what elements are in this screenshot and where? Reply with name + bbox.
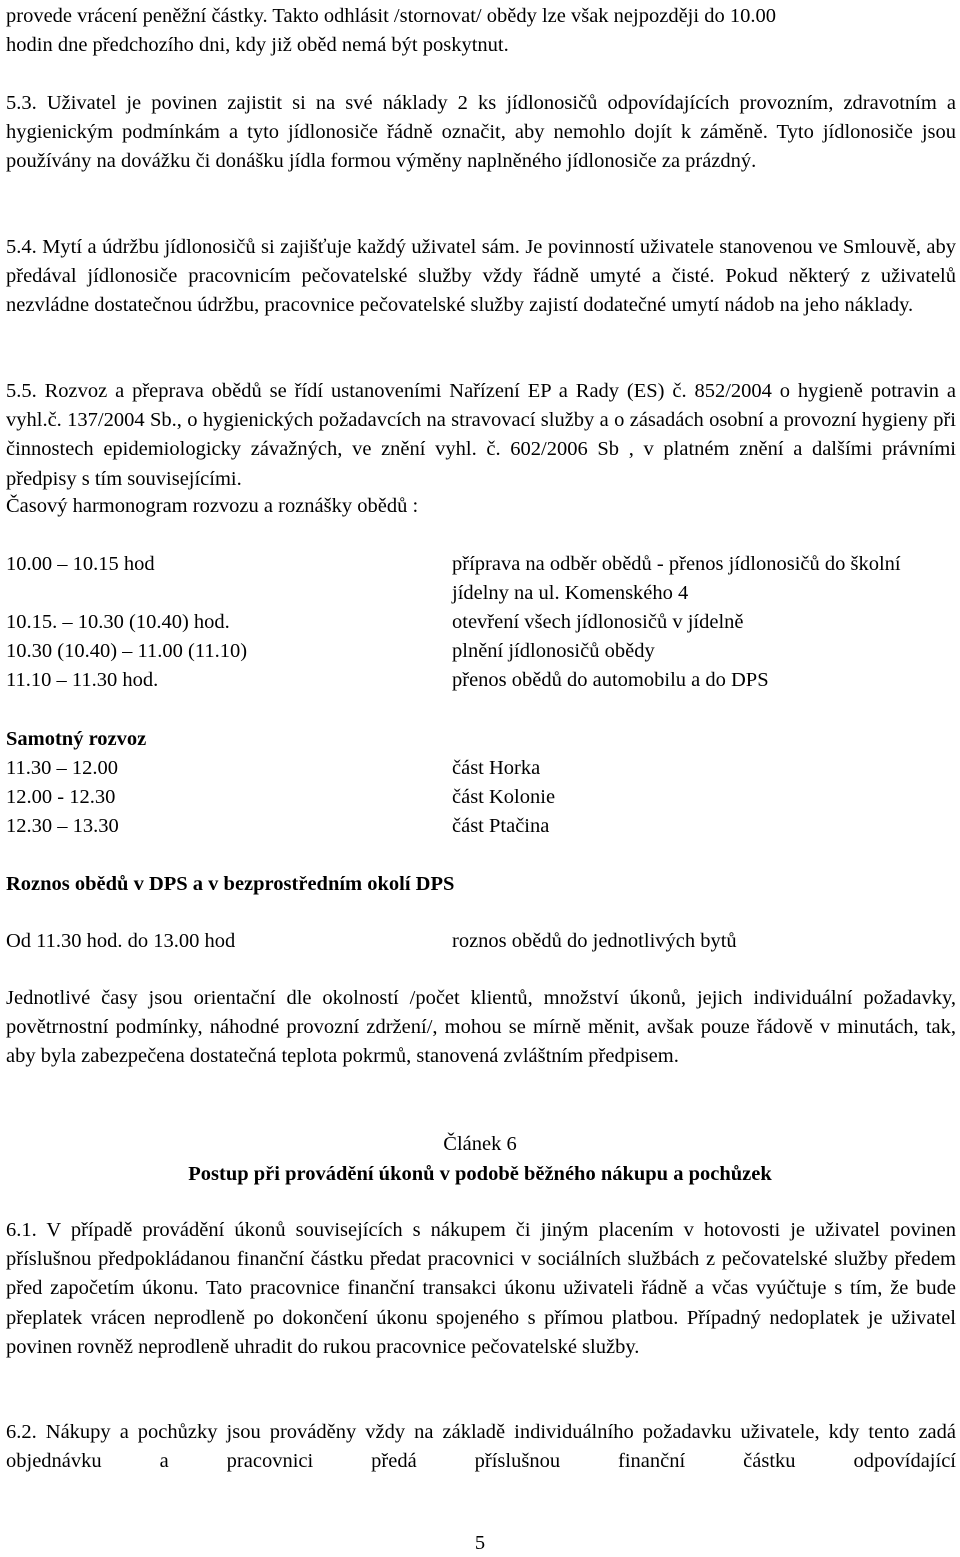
page-number: 5 — [474, 1532, 486, 1554]
roznos-desc: roznos obědů do jednotlivých bytů — [452, 930, 737, 952]
paragraph-6-2: 6.2. Nákupy a pochůzky jsou prováděny vždy na základě individuálního požadavku uživatele, kdy tento zadá objednávku a pracovnici předá příslušnou finanční částku odpovídající — [6, 1421, 956, 1473]
rozvoz-heading: Samotný rozvoz — [6, 728, 147, 750]
paragraph-times: Jednotlivé časy jsou orientační dle okolností /počet klientů, množství úkonů, jejich individuální požadavky, povětrnostní podmínky, náhodné provozní zdržení/, mohou se mírně měnit, avšak pouze řádově v minutách, tak, aby byla zabezpečena dostatečná teplota pokrmů, stanovená zvláštním předpisem. — [6, 987, 956, 1068]
schedule-time-3: 10.30 (10.40) – 11.00 (11.10) — [6, 640, 248, 662]
rozvoz-desc-1: část Horka — [452, 757, 541, 779]
paragraph-6-1: 6.1. V případě provádění úkonů souvisejících s nákupem či jiným placením v hotovosti je uživatel povinen příslušnou předpokládanou finanční částku předat pracovnici v sociálních službách z pečovatelské služby předem před započetím úkonu. Tato pracovnice finanční transakci úkonu uživateli řádně a včas vyúčtuje s tím, že bude přeplatek vrácen neprodleně po dokončení úkonu spojeného s přímou platbou. Případný nedoplatek je uživatel povinen rovněž neprodleně uhradit do rukou pracovnice pečovatelské služby. — [6, 1219, 956, 1358]
paragraph-5-4: 5.4. Mytí a údržbu jídlonosičů si zajišťuje každý uživatel sám. Je povinností uživatele stanovenou ve Smlouvě, aby předával jídlonosiče pracovnicím pečovatelské služby vždy řádně umyté a čisté. Pokud některý z uživatelů nezvládne dostatečnou údržbu, pracovnice pečovatelské služby zajistí dodatečné umytí nádob na jeho náklady. — [6, 236, 956, 317]
paragraph-5-3: 5.3. Uživatel je povinen zajistit si na své náklady 2 ks jídlonosičů odpovídajících provozním, zdravotním a hygienickým podmínkám a tyto jídlonosiče řádně označit, aby nemohlo dojít k záměně. Tyto jídlonosiče jsou používány na dovážku či donášku jídla formou výměny naplněného jídlonosiče za prázdný. — [6, 92, 956, 173]
schedule-time-1: 10.00 – 10.15 hod — [6, 553, 155, 575]
rozvoz-time-2: 12.00 - 12.30 — [6, 786, 116, 808]
intro-line-1: provede vrácení peněžní částky. Takto odhlásit /stornovat/ obědy lze však nejpozději do 10.00 — [6, 5, 776, 27]
roznos-heading: Roznos obědů v DPS a v bezprostředním okolí DPS — [6, 873, 455, 895]
rozvoz-desc-3: část Ptačina — [452, 815, 550, 837]
paragraph-5-5: 5.5. Rozvoz a přeprava obědů se řídí ustanoveními Nařízení EP a Rady (ES) č. 852/2004 o hygieně potravin a vyhl.č. 137/2004 Sb., o hygienických požadavcích na stravovací služby a o zásadách osobní a provozní hygieny při činnostech epidemiologicky závažných, ve znění vyhl. č. 602/2006 Sb , v platném znění a dalšími právními předpisy s tím souvisejícími. — [6, 380, 956, 490]
article-title: Postup při provádění úkonů v podobě běžného nákupu a pochůzek — [188, 1163, 772, 1185]
rozvoz-desc-2: část Kolonie — [452, 786, 556, 808]
roznos-time: Od 11.30 hod. do 13.00 hod — [6, 930, 236, 952]
rozvoz-time-3: 12.30 – 13.30 — [6, 815, 119, 837]
intro-line-2: hodin dne předchozího dni, kdy již oběd nemá být poskytnut. — [6, 34, 509, 56]
schedule-desc-1: příprava na odběr obědů - přenos jídlonosičů do školní jídelny na ul. Komenského 4 — [452, 553, 901, 605]
rozvoz-time-1: 11.30 – 12.00 — [6, 757, 118, 779]
schedule-time-2: 10.15. – 10.30 (10.40) hod. — [6, 611, 230, 633]
schedule-time-4: 11.10 – 11.30 hod. — [6, 669, 159, 691]
schedule-desc-2: otevření všech jídlonosičů v jídelně — [452, 611, 744, 633]
article-number: Článek 6 — [443, 1133, 517, 1155]
schedule-heading: Časový harmonogram rozvozu a roznášky obědů : — [6, 495, 419, 517]
schedule-desc-4: přenos obědů do automobilu a do DPS — [452, 669, 769, 691]
schedule-desc-3: plnění jídlonosičů obědy — [452, 640, 655, 662]
